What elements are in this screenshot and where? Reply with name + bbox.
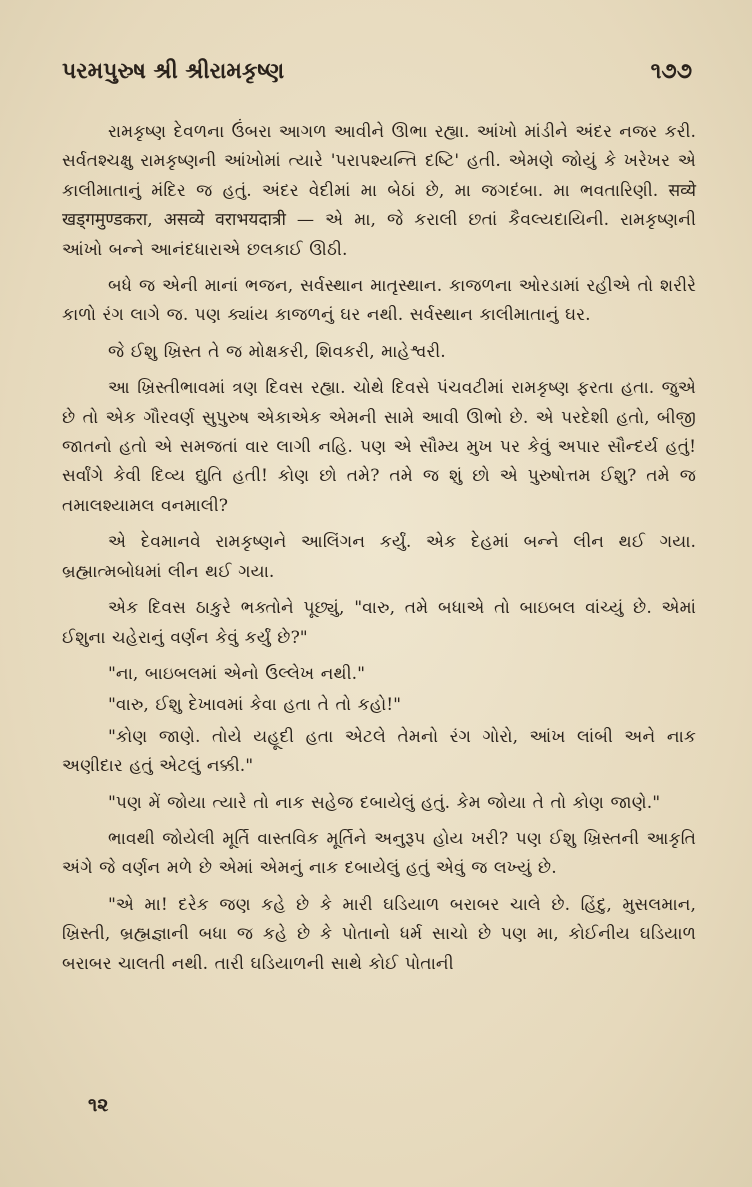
paragraph: જે ઈશુ ખ્રિસ્ત તે જ મોક્ષકરી, શિવકરી, માહેશ્વરી. [108,341,446,362]
paragraph: "એ મા! દરેક જણ કહે છે કે મારી ઘડિયાળ બરાબર ચાલે છે. હિંદુ, મુસલમાન, ખ્રિસ્તી, બ્રહ્મજ્ઞાની બધા જ કહે છે કે પોતાનો ધર્મ સાચો છે પણ મા, કોઈનીય ઘડિયાળ બરાબર ચાલતી નથી. તારી ઘડિયાળની સાથે કોઈ પોતાની [62,894,696,974]
paragraph: બધે જ એની માનાં ભજન, સર્વસ્થાન માતૃસ્થાન. કાજળના ઓરડામાં રહીએ તો શરીરે કાળો રંગ લાગે જ. પણ ક્યાંય કાજળનું ઘર નથી. સર્વસ્થાન કાલીમાતાનું ઘર. [62,276,696,326]
paragraph: એ દેવમાનવે રામકૃષ્ણને આલિંગન કર્યું. એક દેહમાં બન્ને લીન થઈ ગયા. બ્રહ્માત્મબોધમાં લીન થઈ ગયા. [62,532,696,582]
paragraph: આ ખ્રિસ્તીભાવમાં ત્રણ દિવસ રહ્યા. ચોથે દિવસે પંચવટીમાં રામકૃષ્ણ ફરતા હતા. જુએ છે તો એક ગૌરવર્ણ સુપુરુષ એકાએક એમની સામે આવી ઊભો છે. એ પરદેશી હતો, બીજી જાતનો હતો એ સમજતાં વાર લાગી નહિ. પણ એ સૌમ્ય મુખ પર કેવું અપાર સૌન્દર્ય હતું! સર્વાંગે કેવી દિવ્ય દ્યુતિ હતી! કોણ છો તમે? તમે જ શું છો એ પુરુષોત્તમ ઈશુ? તમે જ તમાલશ્યામલ વનમાલી? [62,378,696,516]
paragraph: ભાવથી જોયેલી મૂર્તિ વાસ્તવિક મૂર્તિને અનુરૂપ હોય ખરી? પણ ઈશુ ખ્રિસ્તની આકૃતિ અંગે જે વર્ણન મળે છે એમાં એમનું નાક દબાયેલું હતું એવું જ લખ્યું છે. [62,828,696,879]
page-number: ૧૭૭ [650,58,692,84]
body-text [62,118,696,986]
paragraph: રામકૃષ્ણ દેવળના ઉંબરા આગળ આવીને ઊભા રહ્યા. આંખો માંડીને અંદર નજર કરી. સર્વતશ્ચક્ષુ રામકૃષ્ણની આંખોમાં ત્યારે 'પરાપશ્યન્તિ દષ્ટિ' હતી. એમણે જોયું કે ખરેખર એ કાલીમાતાનું મંદિર જ હતું. અંદર વેદીમાં મા બેઠાં છે, મા જગદંબા. મા ભવતારિણી. सव्ये खड्गमुण्डकरा, असव्ये वराभयदात्री — એ મા, જે કરાલી છતાં કૈવલ્યદાયિની. રામકૃષ્ણની આંખો બન્ને આનંદધારાએ છલકાઈ ઊઠી. [62,122,696,260]
paragraph: "કોણ જાણે. તોયે યહૂદી હતા એટલે તેમનો રંગ ગોરો, આંખ લાંબી અને નાક અણીદાર હતું એટલું નક્કી." [62,726,696,777]
paragraph: "પણ મેં જોયા ત્યારે તો નાક સહેજ દબાયેલું હતું. કેમ જોયા તે તો કોણ જાણે." [108,792,661,813]
paragraph: "વારુ, ઈશુ દેખાવમાં કેવા હતા તે તો કહો!" [108,695,402,716]
paragraph: "ના, બાઇબલમાં એનો ઉલ્લેખ નથી." [108,663,366,684]
page-header [62,58,692,84]
signature-mark: ૧૨ [88,1094,109,1116]
paragraph: એક દિવસ ઠાકુરે ભક્તોને પૂછ્યું, "વારુ, તમે બધાએ તો બાઇબલ વાંચ્યું છે. એમાં ઈશુના ચહેરાનું વર્ણન કેવું કર્યું છે?" [62,598,696,648]
running-title: પરમપુરુષ શ્રી શ્રીરામકૃષ્ણ [62,58,285,84]
